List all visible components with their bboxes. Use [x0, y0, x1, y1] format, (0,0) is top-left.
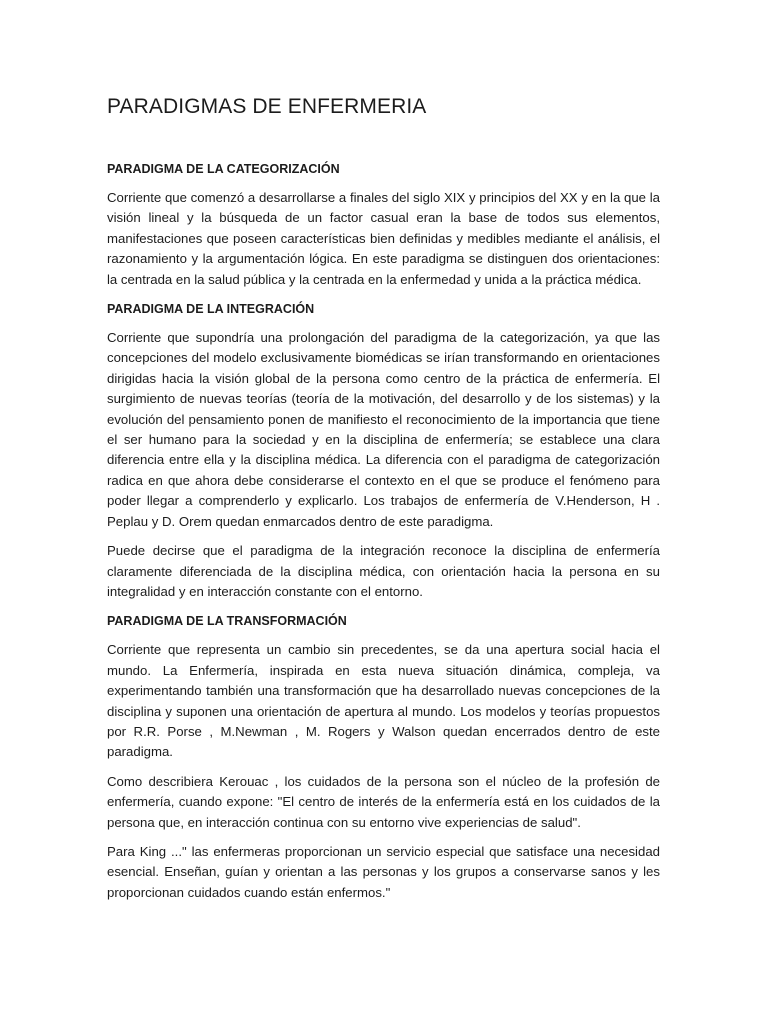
paragraph: Para King ..." las enfermeras proporcionan un servicio especial que satisface una necesidad esencial. Enseñan, guían y orientan a las personas y los grupos a conservarse sanos y les proporcionan cuidados cuando están enfermos." — [107, 843, 660, 900]
paragraph: Puede decirse que el paradigma de la integración reconoce la disciplina de enfermería claramente diferenciada de la disciplina médica, con orientación hacia la persona en su integralidad y en interacción constante con el entorno. — [107, 543, 660, 599]
document-content — [107, 92, 660, 912]
paragraph: Como describiera Kerouac , los cuidados de la persona son el núcleo de la profesión de enfermería, cuando expone: "El centro de interés de la enfermería está en los cuidados de la persona que, en interacción continua con su entorno vive experiencias de salud". — [107, 773, 660, 830]
section-heading: PARADIGMA DE LA TRANSFORMACIÓN — [107, 614, 347, 629]
section-categorizacion — [107, 159, 660, 290]
paragraph: Corriente que supondría una prolongación del paradigma de la categorización, ya que las concepciones del modelo exclusivamente biomédicas se irían transformando en orientaciones dirigidas hacia la visión global de la persona como centro de la práctica de enfermería. El surgimiento de nuevas teorías (teoría de la motivación, del desarrollo y de los sistemas) y la evolución del pensamiento ponen de manifiesto el reconocimiento de la importancia que tiene el ser humano para la sociedad y en la disciplina de enfermería; se establece una clara diferencia entre ella y la disciplina médica. La diferencia con el paradigma de categorización radica en que ahora debe considerarse el contexto en el que se produce el fenómeno para poder llegar a comprenderlo y explicarlo. Los trabajos de enfermería de V.Henderson, H . Peplau y D. Orem quedan enmarcados dentro de este paradigma. — [107, 330, 660, 529]
paragraph: Corriente que comenzó a desarrollarse a finales del siglo XIX y principios del XX y en la que la visión lineal y la búsqueda de un factor casual eran la base de todos sus elementos, manifestaciones que poseen características bien definidas y medibles mediante el análisis, el razonamiento y la argumentación lógica. En este paradigma se distinguen dos orientaciones: la centrada en la salud pública y la centrada en la enfermedad y unida a la práctica médica. — [107, 190, 660, 287]
section-heading: PARADIGMA DE LA CATEGORIZACIÓN — [107, 162, 340, 176]
section-integracion — [107, 299, 660, 602]
section-transformacion — [107, 611, 660, 903]
section-heading: PARADIGMA DE LA INTEGRACIÓN — [107, 302, 315, 317]
document-title: PARADIGMAS DE ENFERMERIA — [107, 95, 427, 118]
paragraph: Corriente que representa un cambio sin precedentes, se da una apertura social hacia el mundo. La Enfermería, inspirada en esta nueva situación dinámica, compleja, va experimentando también una transformación que ha desarrollado nuevas concepciones de la disciplina y suponen una orientación de apertura al mundo. Los modelos y teorías propuestos por R.R. Porse , M.Newman , M. Rogers y Walson quedan encerrados dentro de este paradigma. — [107, 642, 660, 760]
